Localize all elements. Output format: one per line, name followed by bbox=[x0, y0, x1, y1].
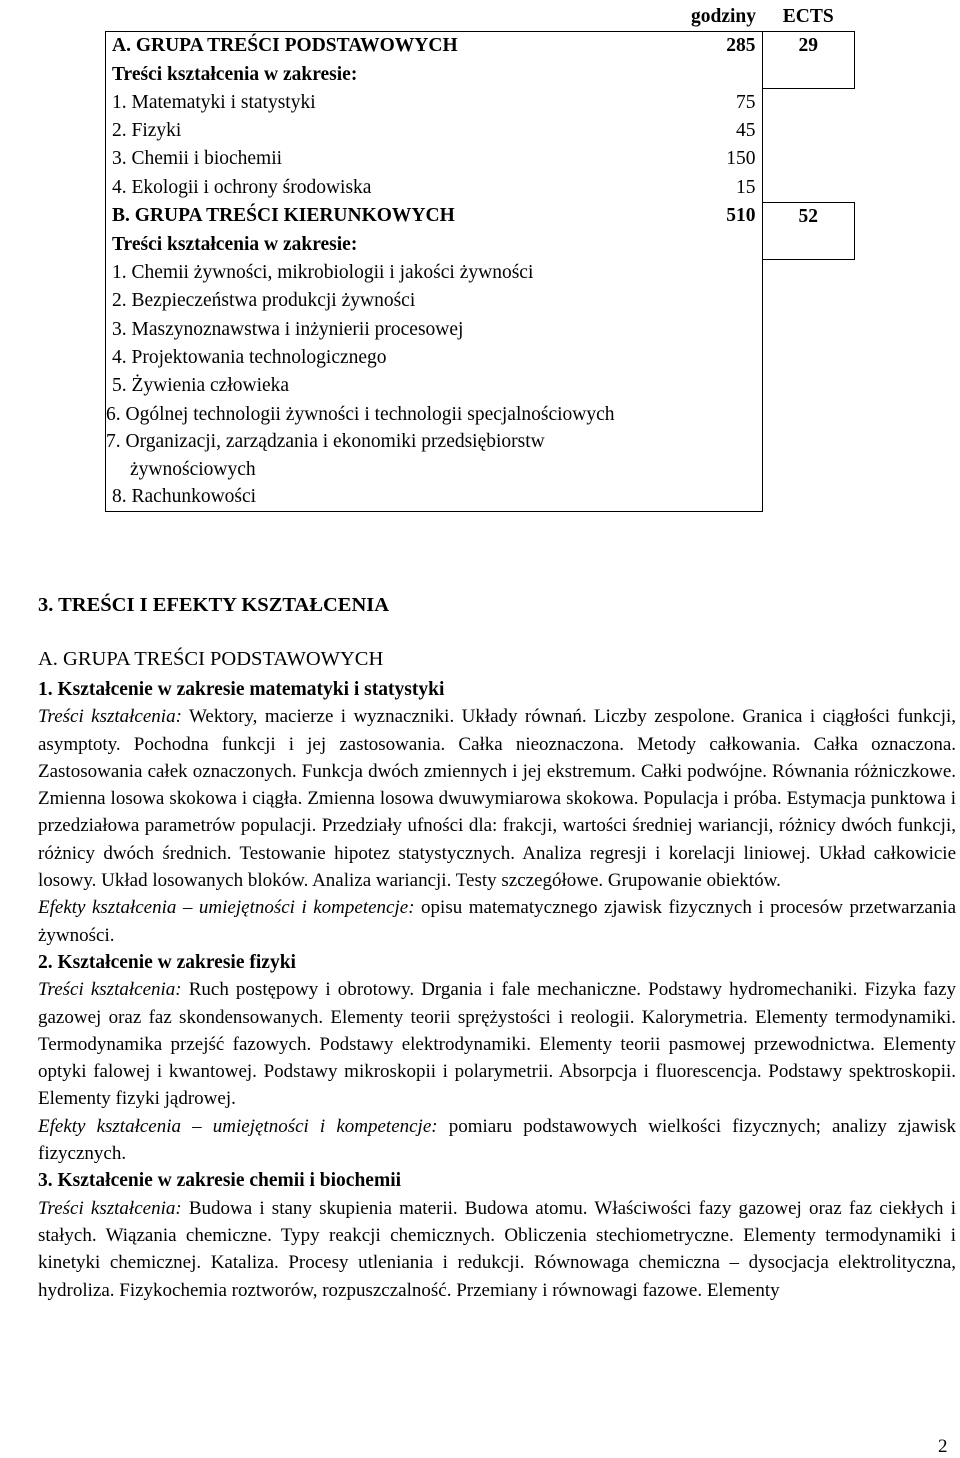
group-b-item: 6. Ogólnej technologii żywności i technologii specjalnościowych bbox=[106, 401, 662, 429]
content-label: Treści kształcenia: bbox=[38, 706, 182, 728]
section-body bbox=[38, 676, 956, 1304]
col-header-hours: godziny bbox=[690, 6, 756, 27]
subsection-1-heading: 1. Kształcenie w zakresie matematyki i statystyki bbox=[38, 679, 445, 700]
group-a-item: 1. Matematyki i statystyki bbox=[106, 89, 662, 117]
subsection-3-content bbox=[38, 1195, 956, 1304]
effects-text: opisu matematycznego zjawisk fizycznych i procesów przetwarzania żywności. bbox=[38, 897, 957, 946]
section-3-title: 3. TREŚCI I EFEKTY KSZTAŁCENIA bbox=[38, 594, 390, 616]
subsection-2-content bbox=[38, 976, 956, 1112]
content-text: Budowa i stany skupienia materii. Budowa atomu. Właściwości fazy gazowej oraz faz ciekłych i stałych. Wiązania chemiczne. Typy reakcji chemicznych. Obliczenia stechiometryczne. Elementy termodynamiki i kinetyki chemicznej. Kataliza. Procesy utleniania i redukcji. Równowaga chemiczna – dysocjacja elektrolityczna, hydroliza. Fizykochemia roztworów, rozpuszczalność. Przemiany i równowagi fazowe. Elementy bbox=[38, 1197, 957, 1301]
group-a-item: 3. Chemii i biochemii bbox=[106, 145, 662, 173]
group-a-item-hours: 45 bbox=[661, 117, 762, 145]
group-a-hours: 285 bbox=[661, 32, 762, 61]
effects-text: pomiaru podstawowych wielkości fizycznych; analizy zjawisk fizycznych. bbox=[38, 1115, 957, 1165]
group-b-subtitle: Treści kształcenia w zakresie: bbox=[106, 231, 662, 259]
content-label: Treści kształcenia: bbox=[38, 979, 182, 1001]
page-number: 2 bbox=[938, 1436, 948, 1457]
group-b-item: 4. Projektowania technologicznego bbox=[106, 344, 662, 372]
group-a-item: 2. Fizyki bbox=[106, 117, 662, 145]
group-b-item: 7. Organizacji, zarządzania i ekonomiki przedsiębiorstw żywnościowych bbox=[106, 428, 662, 483]
curriculum-table bbox=[105, 3, 855, 512]
group-a-subtitle: Treści kształcenia w zakresie: bbox=[106, 61, 662, 89]
group-a-ects: 29 bbox=[762, 32, 855, 61]
col-header-ects: ECTS bbox=[782, 6, 834, 27]
group-b-hours: 510 bbox=[661, 202, 762, 231]
content-text: Wektory, macierze i wyznaczniki. Układy równań. Liczby zespolone. Granica i ciągłości funkcji, asymptoty. Pochodna funkcji i jej zastosowania. Całka nieoznaczona. Metody całkowania. Całka oznaczona. Zastosowania całek oznaczonych. Funkcja dwóch zmiennych i jej ekstremum. Całki podwójne. Równania różniczkowe. Zmienna losowa skokowa i ciągła. Zmienna losowa dwuwymiarowa skokowa. Populacja i próba. Estymacja punktowa i przedziałowa parametrów populacji. Przedziały ufności dla: frakcji, wartości średniej wariancji, różnicy dwóch funkcji, różnicy dwóch średnich. Testowanie hipotez statystycznych. Analiza regresji i korelacji liniowej. Układ całkowicie losowy. Układ losowanych bloków. Analiza wariancji. Testy szczegółowe. Grupowanie obiektów. bbox=[38, 706, 957, 892]
group-b-title: B. GRUPA TREŚCI KIERUNKOWYCH bbox=[106, 202, 662, 231]
group-b-item: 3. Maszynoznawstwa i inżynierii procesowej bbox=[106, 316, 662, 344]
effects-label: Efekty kształcenia – umiejętności i kompetencje: bbox=[38, 1115, 438, 1137]
group-b-item: 5. Żywienia człowieka bbox=[106, 372, 662, 400]
effects-label: Efekty kształcenia – umiejętności i kompetencje: bbox=[38, 897, 415, 919]
subsection-1-content bbox=[38, 703, 956, 894]
group-b-ects: 52 bbox=[762, 202, 855, 231]
group-a-title: A. GRUPA TREŚCI PODSTAWOWYCH bbox=[106, 32, 662, 61]
subsection-1-effects bbox=[38, 894, 956, 949]
content-label: Treści kształcenia: bbox=[38, 1197, 182, 1219]
subsection-2-heading: 2. Kształcenie w zakresie fizyki bbox=[38, 951, 296, 973]
group-a-item: 4. Ekologii i ochrony środowiska bbox=[106, 174, 662, 202]
group-a-heading: A. GRUPA TREŚCI PODSTAWOWYCH bbox=[38, 648, 384, 670]
group-b-item: 8. Rachunkowości bbox=[106, 483, 662, 512]
group-a-item-hours: 75 bbox=[661, 89, 762, 117]
content-text: Ruch postępowy i obrotowy. Drgania i fale mechaniczne. Podstawy hydromechaniki. Fizyka fazy gazowej oraz faz skondensowanych. Elementy teorii sprężystości i reologii. Kalorymetria. Elementy termodynamiki. Termodynamika przejść fazowych. Podstawy elektrodynamiki. Elementy teorii pasmowej przewodnictwa. Elementy optyki falowej i kwantowej. Podstawy mikroskopii i polarymetrii. Absorpcja i fluorescencja. Podstawy spektroskopii. Elementy fizyki jądrowej. bbox=[38, 979, 956, 1110]
group-a-item-hours: 150 bbox=[661, 145, 762, 173]
group-b-item: 2. Bezpieczeństwa produkcji żywności bbox=[106, 287, 662, 315]
group-b-item: 1. Chemii żywności, mikrobiologii i jakości żywności bbox=[106, 259, 662, 287]
subsection-2-effects bbox=[38, 1113, 956, 1168]
group-a-item-hours: 15 bbox=[661, 174, 762, 202]
subsection-3-heading: 3. Kształcenie w zakresie chemii i biochemii bbox=[38, 1170, 402, 1192]
